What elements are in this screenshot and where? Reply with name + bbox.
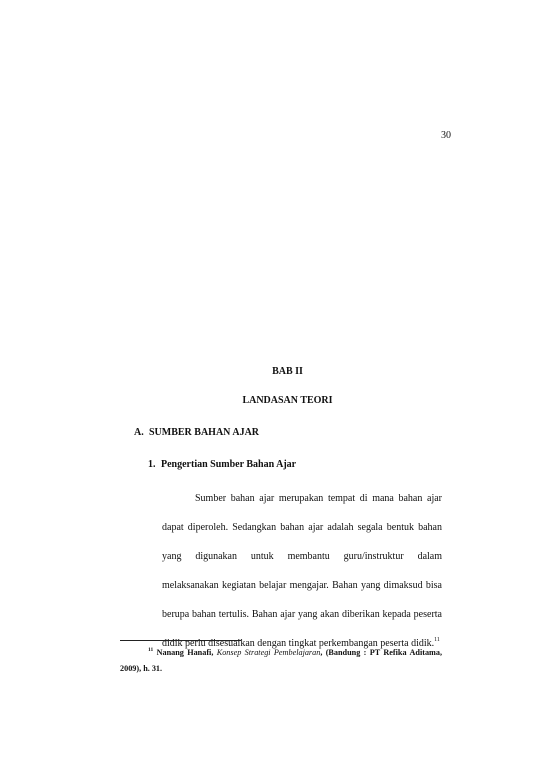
subsection-heading <box>148 459 296 470</box>
subsection-marker: 1. <box>148 459 156 470</box>
footnote <box>120 645 442 677</box>
section-title: SUMBER BAHAN AJAR <box>149 427 260 438</box>
chapter-title: LANDASAN TEORI <box>242 395 333 406</box>
chapter-number: BAB II <box>272 366 303 377</box>
body-paragraph <box>162 484 442 658</box>
section-marker: A. <box>134 427 144 438</box>
subsection-title: Pengertian Sumber Bahan Ajar <box>161 459 297 470</box>
footnote-publication: , (Bandung : PT Refika Aditama, 2009), h. 31. <box>120 648 443 673</box>
section-heading <box>134 427 259 438</box>
paragraph-text: Sumber bahan ajar merupakan tempat di mana bahan ajar dapat diperoleh. Sedangkan bahan ajar adalah segala bentuk bahan yang digunakan untuk membantu guru/instruktur dalam melaksanakan kegiatan belajar mengajar. Bahan yang dimaksud bisa berupa bahan tertulis. Bahan ajar yang akan diberikan kepada peserta didik perlu disesuaikan dengan tingkat perkembangan peserta didik. <box>162 493 442 649</box>
page-number: 30 <box>441 130 451 141</box>
footnote-number: 11 <box>148 647 154 653</box>
footnote-divider <box>120 640 241 641</box>
footnote-reference[interactable]: 11 <box>434 637 440 643</box>
footnote-author: Nanang Hanafi, <box>156 648 217 657</box>
footnote-book-title: Konsep Strategi Pembelajaran <box>216 648 321 657</box>
